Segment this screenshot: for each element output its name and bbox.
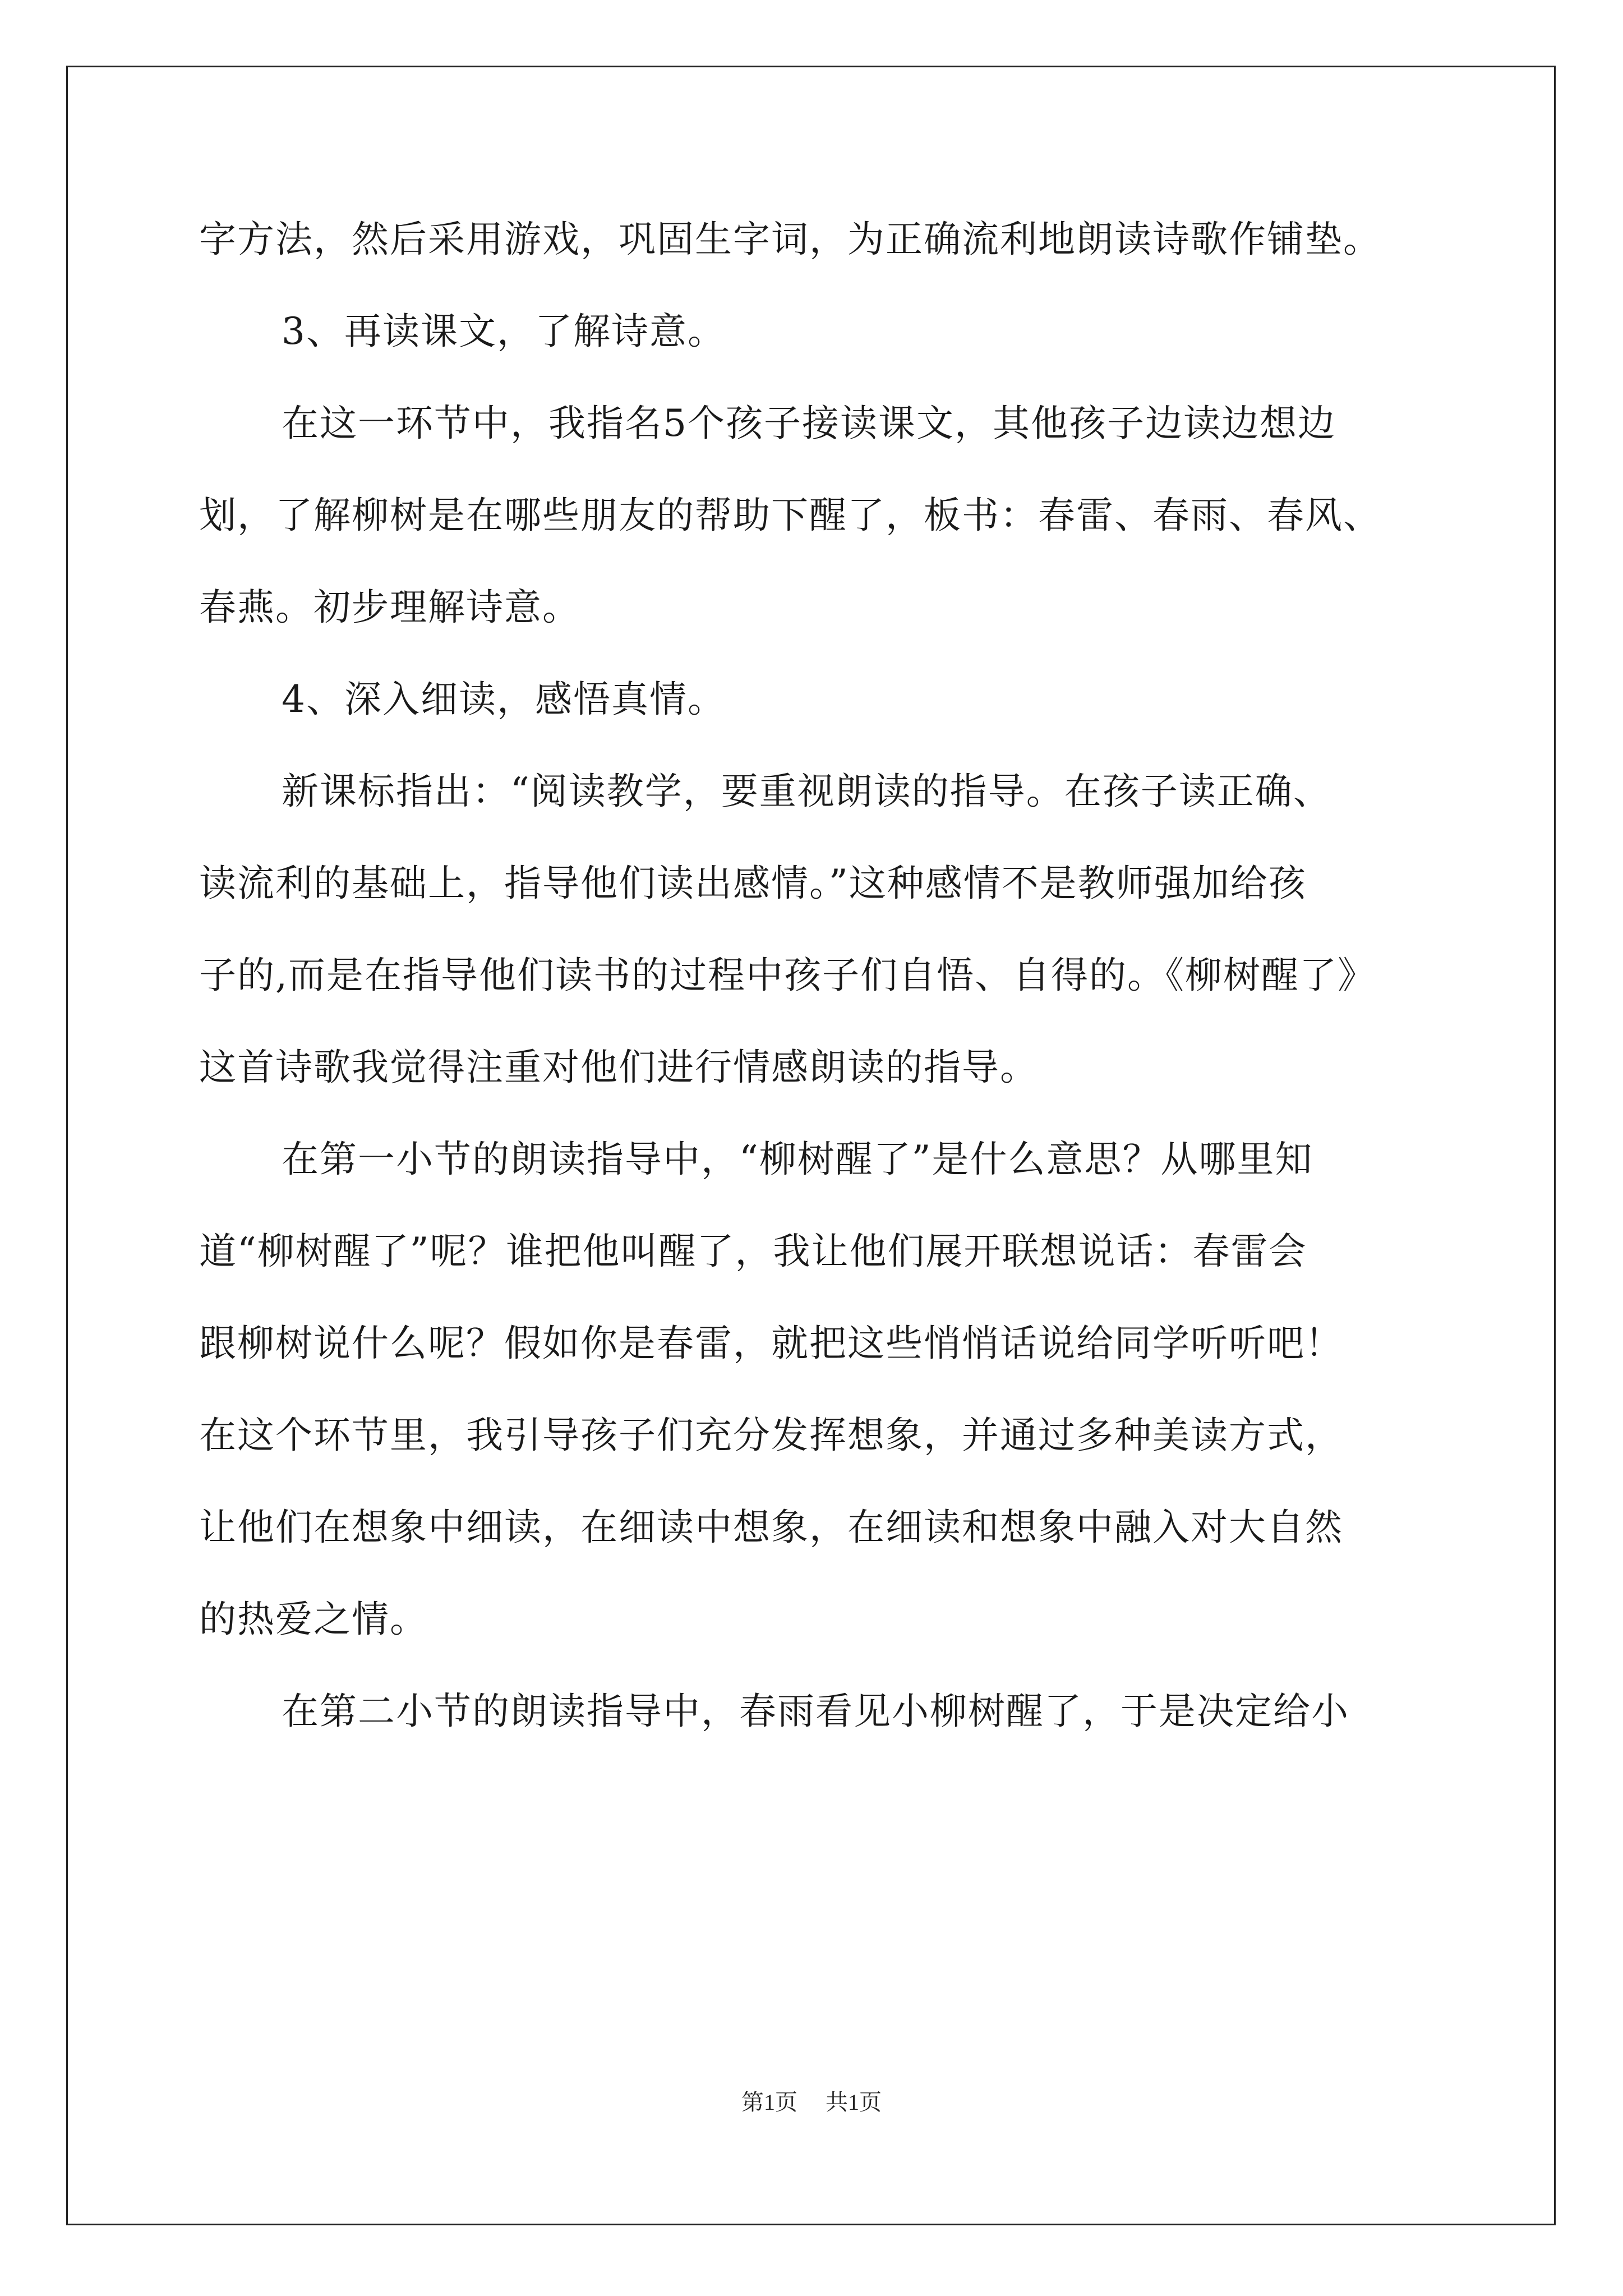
text-line: 3、再读课文，了解诗意。 (282, 310, 726, 353)
text-line: 字方法，然后采用游戏，巩固生字词，为正确流利地朗读诗歌作铺垫。 (199, 218, 1381, 261)
text-line: 在这个环节里，我引导孩子们充分发挥想象，并通过多种美读方式， (199, 1414, 1343, 1457)
text-line: 子的,而是在指导他们读书的过程中孩子们自悟、自得的。《柳树醒了》 (199, 954, 1376, 997)
document-body (199, 194, 1433, 1757)
page-footer (0, 2085, 1623, 2116)
text-line: 跟柳树说什么呢？假如你是春雷，就把这些悄悄话说给同学听听吧！ (199, 1322, 1343, 1365)
text-line: 春燕。初步理解诗意。 (199, 586, 580, 629)
text-line: 划，了解柳树是在哪些朋友的帮助下醒了，板书：春雷、春雨、春风、 (199, 494, 1381, 537)
text-line: 4、深入细读，感悟真情。 (282, 678, 726, 721)
text-line: 读流利的基础上，指导他们读出感情。”这种感情不是教师强加给孩 (199, 862, 1307, 905)
text-line: 的热爱之情。 (199, 1598, 428, 1641)
text-line: 新课标指出：“阅读教学，要重视朗读的指导。在孩子读正确、 (282, 770, 1331, 813)
text-line: 在第一小节的朗读指导中，“柳树醒了”是什么意思？从哪里知 (282, 1138, 1313, 1181)
text-line: 这首诗歌我觉得注重对他们进行情感朗读的指导。 (199, 1046, 1038, 1089)
page-total: 共1页 (826, 2090, 882, 2115)
page-number: 第1页 (741, 2090, 797, 2115)
text-line: 在第二小节的朗读指导中，春雨看见小柳树醒了，于是决定给小 (282, 1690, 1349, 1733)
text-line: 道“柳树醒了”呢？谁把他叫醒了，我让他们展开联想说话：春雷会 (199, 1230, 1307, 1273)
text-line: 让他们在想象中细读，在细读中想象，在细读和想象中融入对大自然 (199, 1506, 1343, 1549)
text-line: 在这一环节中，我指名5个孩子接读课文，其他孩子边读边想边 (282, 402, 1336, 445)
